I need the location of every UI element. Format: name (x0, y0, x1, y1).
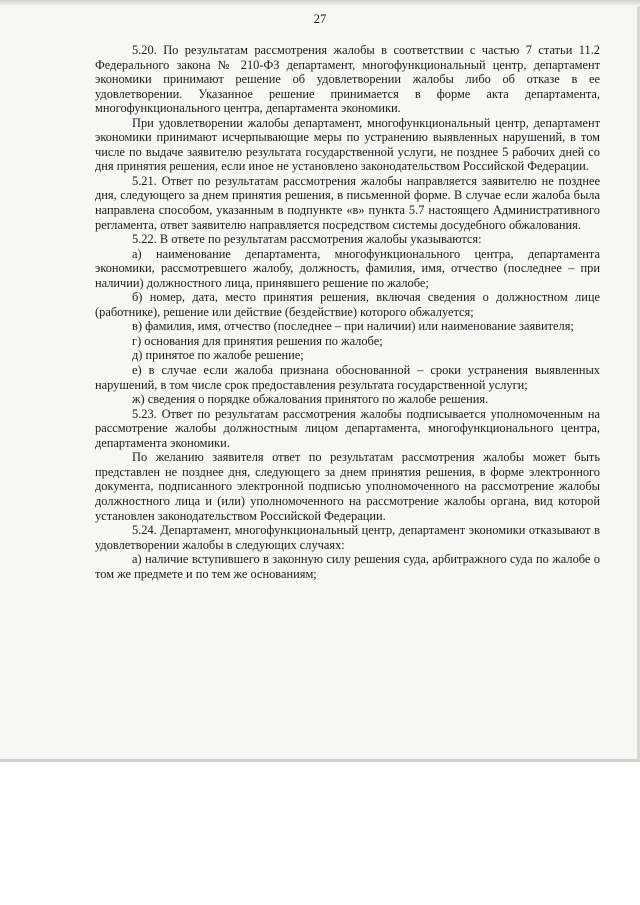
paragraph-5-20: 5.20. По результатам рассмотрения жалобы в соответствии с частью 7 статьи 11.2 Федерального закона № 210-ФЗ департамент, многофункциональный центр, департамент экономики принимают решение об удовлетворении жалобы либо об отказе в ее удовлетворении. Указанное решение принимается в форме акта департамента, многофункционального центра, департамента экономики. (95, 43, 600, 116)
paragraph-5-21: 5.21. Ответ по результатам рассмотрения жалобы направляется заявителю не позднее дня, следующего за днем принятия решения, в письменной форме. В случае если жалоба была направлена способом, указанным в подпункте «в» пункта 5.7 настоящего Административного регламента, ответ заявителю направляется посредством системы досудебного обжалования. (95, 173, 600, 232)
refusal-item-a: а) наличие вступившего в законную силу решения суда, арбитражного суда по жалобе о том же предмете и по тем же основаниям; (95, 552, 600, 581)
list-item-zh: ж) сведения о порядке обжалования принятого по жалобе решения. (132, 392, 489, 407)
list-item-d: д) принятое по жалобе решение; (132, 348, 304, 363)
list-item-b: б) номер, дата, место принятия решения, включая сведения о должностном лице (работнике), решение или действие (бездействие) которого обжалуется; (95, 290, 600, 319)
document-body (95, 43, 600, 581)
paragraph-5-23: 5.23. Ответ по результатам рассмотрения жалобы подписывается уполномоченным на рассмотрение жалобы должностным лицом департамента, многофункционального центра, департамента экономики. (95, 406, 600, 450)
page-number: 27 (313, 12, 327, 26)
scan-edge-shadow (0, 0, 640, 6)
paragraph-electronic-response: По желанию заявителя ответ по результатам рассмотрения жалобы может быть представлен не позднее дня, следующего за днем принятия решения, в форме электронного документа, подписанного электронной подписью уполномоченного на рассмотрение жалобы должностного лица и (или) уполномоченного на рассмотрение жалобы органа, вид которой установлен законодательством Российской Федерации. (95, 450, 600, 523)
list-item-v: в) фамилия, имя, отчество (последнее – при наличии) или наименование заявителя; (132, 319, 574, 334)
list-item-g: г) основания для принятия решения по жалобе; (132, 333, 383, 348)
paragraph-satisfaction-measures: При удовлетворении жалобы департамент, многофункциональный центр, департамент экономики принимают исчерпывающие меры по устранению выявленных нарушений, в том числе по выдаче заявителю результата государственной услуги, не позднее 5 рабочих дней со дня принятия решения, если иное не установлено законодательством Российской Федерации. (95, 115, 600, 174)
list-item-e: е) в случае если жалоба признана обоснованной – сроки устранения выявленных нарушений, в том числе срок предоставления результата государственной услуги; (95, 363, 600, 392)
blank-area (0, 765, 640, 905)
paragraph-5-24: 5.24. Департамент, многофункциональный центр, департамент экономики отказывают в удовлетворении жалобы в следующих случаях: (95, 523, 600, 552)
paragraph-5-22: 5.22. В ответе по результатам рассмотрения жалобы указываются: (132, 232, 482, 247)
list-item-a: а) наименование департамента, многофункционального центра, департамента экономики, рассмотревшего жалобу, должность, фамилия, имя, отчество (последнее – при наличии) должностного лица, принявшего решение по жалобе; (95, 246, 600, 290)
